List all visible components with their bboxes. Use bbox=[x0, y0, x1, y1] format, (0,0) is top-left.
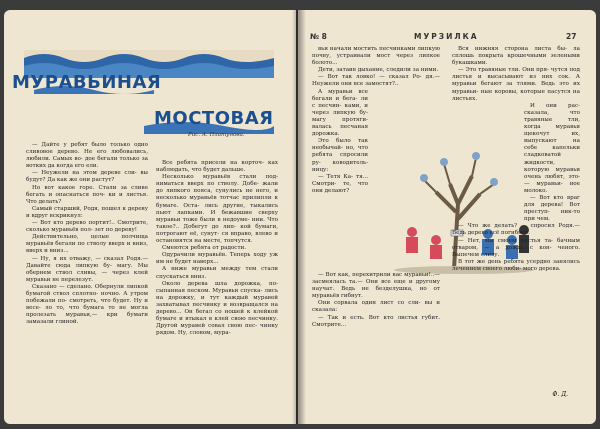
paragraph: Все ребята присели на корточ- ках наблюдать, что будет дальше. bbox=[156, 160, 278, 174]
paragraph: Самый старший, Родя, пошел к дереву и вдруг вскрикнул: bbox=[26, 205, 148, 219]
paragraph: А ниже муравьи между тем стали спускаться вниз. bbox=[156, 266, 278, 280]
illustrator-credit: Рис. А. Платунова. bbox=[188, 132, 245, 138]
paragraph: — Вот так ловко! — сказал Ро- дя.— Неужели они все замостят?.. bbox=[312, 74, 440, 88]
left-column-1 bbox=[26, 142, 148, 326]
author-signature: Ф. Д. bbox=[552, 391, 568, 398]
paragraph: — Неужели на этом дереве сли- вы будут? Да как же они растут? bbox=[26, 170, 148, 184]
paragraph: — Это травяные тли. Они пря- чутся под листья и высасывают из них сок. А муравьи бегают за тлями. Ведь это их муравьи- ные коровы, которые пасутся на листьях. bbox=[452, 67, 580, 102]
magazine-title: МУРЗИЛКА bbox=[414, 32, 479, 41]
article-title-line-1: МУРАВЬИНАЯ bbox=[12, 72, 162, 93]
paragraph: — Вот как, перехитрили вас муравьи!..— засмеялась та.— Они все еще и другому научат. Ведь не безделушка, но от муравьёв гибнут. bbox=[312, 272, 440, 300]
paragraph: Вся нижняя сторона листа бы- ла сплошь покрыта крошечными зелеными букашками. bbox=[452, 46, 580, 67]
paragraph: — Вот кто враг для дерева! Вот преступ- ник-то при чем. bbox=[524, 194, 580, 223]
paragraph: — Тетя Ка- тя... Смотри- те, что они делают? bbox=[312, 173, 368, 194]
paragraph: Несколько муравьёв стали под- ниматься вверх по стволу. Добе- жали до липкого пояса, сунулись не него, и несколько муравьёв тотчас прилипли к бумаге. Оста- лись другие, тыкались пьют лапками. И бежавшие сверху муравьи тоже были в недоуме- нии. Что такое?.. Добегут до лип- кой бумаги, потрогают её, сунут- ся вправо, влево и остановятся на месте, топчутся. bbox=[156, 174, 278, 245]
paragraph: В тот же день ребята усердно занялись лечением своего люби- мого дерева. bbox=[452, 258, 580, 272]
paragraph: Они сорвала один лист со сли- вы и сказала: bbox=[312, 300, 440, 314]
paragraph: Это было так необычай- но, что ребята спросили ру- ководитель- ницу: bbox=[312, 138, 368, 173]
right-column-2 bbox=[452, 46, 580, 273]
paragraph: Сказано — сделано. Обернули липкой бумагой ствол сплотно- ночно. А утром побежали по- смотреть, что будет. Ну и весе- ло то, что бумага то не могла пролезать муравьи,— кри бумаги замазали глиной. bbox=[26, 283, 148, 326]
paragraph: — Дайте у ребят было только одно сливовое дерево. Не его любовались, любили. Самых во- дое бегали только за вотких да когда его ели. bbox=[26, 142, 148, 170]
right-column-1-bottom bbox=[312, 272, 440, 329]
right-page bbox=[298, 10, 596, 424]
paragraph: — Вот кто дерево портит!.. Смотрите, сколько муравьёв пол- зет по дереву! bbox=[26, 220, 148, 234]
paragraph: Смеются ребята от радости. bbox=[162, 245, 247, 252]
page-number: 27 bbox=[566, 32, 577, 41]
paragraph: Около дерева шла дорожка, по- сыпанная песком. Муравьи спуска- лись на дорожку, и тут каждый муравей захватывал песчинку и возвращался на дерево... Он бегал со ношей к клейкой бумаге и втыкал в клей свою песчинку. Другой муравей совал свою пес- чинку рядом. Ну, словом, мура- bbox=[156, 280, 278, 337]
paragraph: Действительно, целые полчища муравьёв бегали по стволу вверх и вниз, вверх и вниз... bbox=[26, 234, 148, 255]
paragraph: — Что же делать? — спросил Родя.— Ведь дерево всё погибнет. bbox=[452, 223, 580, 237]
paragraph: вьи начали мостить песчинками липкую почву, устраивали мост через липкое болото... bbox=[312, 46, 440, 67]
narrow-text-block bbox=[312, 89, 368, 195]
issue-number: № 8 bbox=[310, 32, 327, 41]
paragraph: — Так и есть. Вот кто листья губит. Смотрите... bbox=[312, 314, 440, 328]
paragraph: Но вот какое горе. Стали за сливе бегать и опаснаться поч- ки и листья. Что делать? bbox=[26, 184, 148, 205]
left-column-2 bbox=[156, 160, 278, 337]
article-title-line-2: МОСТОВАЯ bbox=[154, 108, 274, 129]
paragraph: А муравьи все бегали и бега- ли с песчин- ками, и через липкую бу- магу протяги- валась песчаная дорожка. bbox=[312, 88, 368, 138]
paragraph: И они рас- сказала, что травяные тли, когда муравьи щекочут их, выпускают на себе капельки сладковатой жидкости, которую муравьи очень любят, это- — муравьи- ное молоко. bbox=[524, 102, 580, 194]
paragraph: — Нет, мы смоем листья та- бачным отваром, — а дождь с кон- ченого. Выпечем сливу. bbox=[452, 237, 580, 258]
paragraph: Дети, затаив дыхание, следили за ними. bbox=[318, 67, 439, 74]
left-page bbox=[4, 10, 296, 424]
paragraph: — Ну, я их отважу, — сказал Родя.— Давайте сюда липкую бу- магу. Мы обернем ствол сливы, — через клей муравьи не перелезут. bbox=[26, 255, 148, 283]
page-gutter bbox=[292, 10, 306, 424]
paragraph: Одурачили муравьёв. Теперь ходу уж им не будет наверх... bbox=[156, 252, 278, 266]
indented-text-block bbox=[524, 103, 580, 224]
